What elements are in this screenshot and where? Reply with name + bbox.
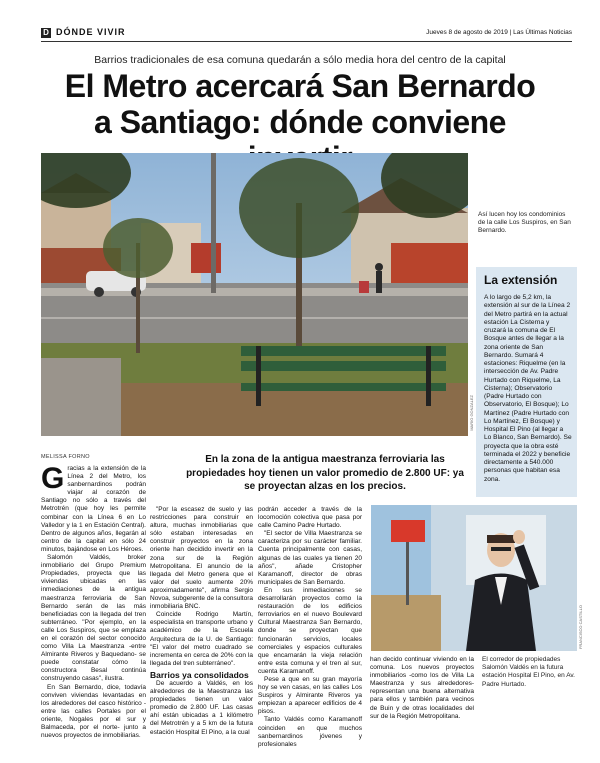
main-photo xyxy=(41,153,468,436)
photo-caption: El corredor de propiedades Salomón Valdés en la futura estación Hospital El Pino, en Av. Padre Hurtado. xyxy=(482,656,575,688)
street-scene-image xyxy=(41,153,468,436)
paragraph: De acuerdo a Valdés, en los alrededores de la Maestranza las propiedades tienen un valor promedio de 2.800 UF. Las casas ahí están ubicadas a 1 kilómetro del Metrotrén y a 5 km de la futura estación Hospital El Pino, a la cual xyxy=(150,679,253,736)
paragraph: "El sector de Villa Maestranza se caracteriza por su carácter familiar. Cuenta principalmente con casas, algunas de las cuales ya tienen 20 años", añade Cristopher Karamanoff, director de obras municipales de San Bernardo. xyxy=(258,530,362,586)
kicker: Barrios tradicionales de esa comuna quedarán a sólo media hora del centro de la capital xyxy=(94,54,506,66)
pull-quote: En la zona de la antigua maestranza ferroviaria las propiedades hoy tienen un valor promedio de 2.800 UF: ya se proyectan alzas en los precios. xyxy=(186,454,464,492)
paragraph: podrán acceder a través de la locomoción colectiva que pasa por calle Camino Padre Hurtado. xyxy=(258,506,362,530)
person-portrait-image xyxy=(371,505,577,651)
paragraph: Pese a que en su gran mayoría hoy se ven casas, en las calles Los Suspiros y Almirante Riveros ya empiezan a aparecer edificios de 4 pisos. xyxy=(258,675,362,716)
portrait-photo xyxy=(371,505,577,651)
paragraph: Salomón Valdés, broker inmobiliario del Grupo Premium Propiedades, proyecta que las viviendas ubicadas en las inmediaciones de la antigua maestranza ferroviaria de San Bernardo serán de las más beneficiadas con la llegada del tren subterráneo. "Por ejemplo, en la calle Los Suspiros, que se emplaza en el corazón del sector conocido como Villa La Maestranza -entre Almirante Riveros y Baquedano- se puede constatar cómo la constructora Besal continúa construyendo casas", ilustra. xyxy=(41,554,146,683)
article-column-1 xyxy=(41,462,146,740)
paragraph: racias a la extensión de la Línea 2 del Metro, los sanbernardinos podrán viajar al corazón de Santiago no sólo a través del Metrotrén (que hoy les permite combinar con la Línea 6 en Lo Valledor y la 1 en Estación Central). Dentro de algunos años, llegarán al centro de la capital en sólo 24 minutos, bajándose en Los Héroes. xyxy=(41,465,146,553)
headline: El Metro acercará San Bernardo a Santiago: dónde conviene xyxy=(64,68,536,140)
byline: MELISSA FORNO xyxy=(41,454,90,460)
photo-credit: FRANCISCO CASTILLO xyxy=(578,605,583,650)
article-column-4 xyxy=(370,656,474,721)
header-rule xyxy=(41,41,572,42)
drop-cap: G xyxy=(41,462,65,495)
paragraph: En sus inmediaciones se desarrollarán proyectos como la restauración de los edificios ferroviarios en el nuevo Boulevard Cultural Maestranza San Bernardo, donde se proyectan que funcionarán servicios, locales comerciales y espacios culturales que encarnarán la vieja relación entre esta comuna y el tren al sur, cuenta Karamanoff. xyxy=(258,586,362,675)
paragraph: Tanto Valdés como Karamanoff coinciden en que muchos sanbernardinos jóvenes y profesionales xyxy=(258,716,362,748)
section-label: DÓNDE VIVIR xyxy=(56,27,126,37)
date-line: Jueves 8 de agosto de 2019 | Las Últimas Noticias xyxy=(426,29,572,36)
subhead: Barrios ya consolidados xyxy=(150,669,249,680)
section-badge: D xyxy=(41,28,51,38)
paragraph: "Por la escasez de suelo y las restricciones para construir en altura, muchas inmobiliarias que sólo estaban interesadas en construir proyectos en la zona oriente han decidido invertir en la zona sur de la Región Metropolitana. El anuncio de la llegada del Metro genera que el valor del suelo aumente 20% aproximadamente", afirma Sergio Novoa, subgerente de la consultora inmobiliaria BNC. xyxy=(150,506,253,611)
sidebar-title: La extensión xyxy=(484,273,558,287)
sidebar-text: A lo largo de 5,2 km, la extensión al sur de la Línea 2 del Metro partirá en la actual estación La Cisterna y cruzará la comuna de El Bosque antes de llegar a la zona oriente de San Bernardo. Sumará 4 estaciones: Riquelme (en la intersección de Av. Padre Hurtado con Riquelme, La Cisterna); Observatorio (Padre Hurtado con Observatorio, El Bosque); Lo Martínez (Padre Hurtado con Lo Martínez, El Bosque) y Hospital El Pino (al llegar a Lo Blanco, San Bernardo). Se proyecta que la obra esté terminada el 2022 y beneficie directamente a 540.000 personas que habitan esa zona. xyxy=(484,294,572,483)
article-column-2 xyxy=(150,506,253,737)
paragraph: Coincide Rodrigo Martín, especialista en transporte urbano y académico de la Escuela Arquitectura de la U. de Santiago: "El valor del metro cuadrado se incrementa en cerca de 20% con la llegada del tren subterráneo". xyxy=(150,611,253,667)
photo-credit: MARIO GONZALEZ xyxy=(469,395,474,431)
article-column-3 xyxy=(258,506,362,749)
paragraph: han decido continuar viviendo en la comuna. Los nuevos proyectos inmobiliarios -como los de Villa La Maestranza y sus alrededores- representan una buena alternativa para ellos y también para vecinos de Buin y de otras localidades del sur de la Región Metropolitana. xyxy=(370,656,474,720)
photo-caption: Así lucen hoy los condominios de la calle Los Suspiros, en San Bernardo. xyxy=(478,211,571,235)
paragraph: En San Bernardo, dice, todavía conviven viviendas levantadas en los alrededores del casco histórico -entre las calles Portales por el oriente, Nogales por el sur y Balmaceda, por el norte- junto a nuevos proyectos de inmobiliarias. xyxy=(41,683,146,740)
